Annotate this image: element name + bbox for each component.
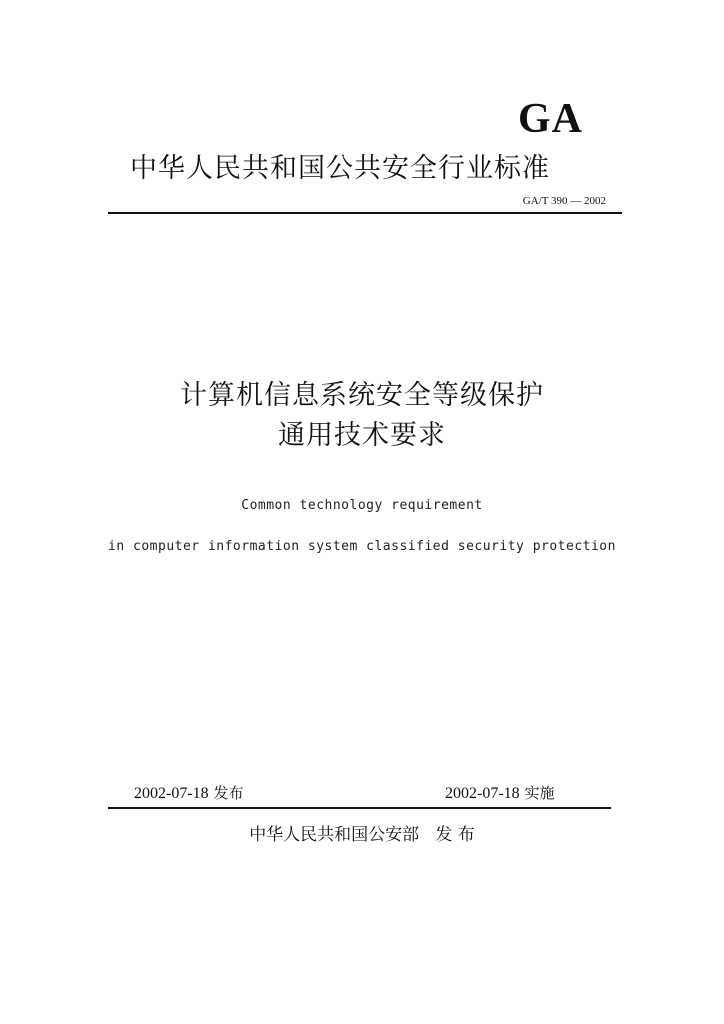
ga-logo: GA [518,96,583,142]
standard-number: GA/T 390 — 2002 [522,195,606,207]
issuer-block [0,824,724,846]
issuer-name: 中华人民共和国公安部 [249,825,420,845]
header-divider [108,212,622,214]
implement-label: 实施 [524,784,555,802]
standard-title: 中华人民共和国公共安全行业标准 [130,153,550,184]
english-title-line-2: in computer information system classified security protection [108,539,616,554]
issue-date-block [134,783,243,804]
issuer-label: 发 布 [435,825,475,845]
document-title-line-2: 通用技术要求 [278,420,446,451]
english-title-line-1: Common technology requirement [241,498,483,513]
implement-date: 2002-07-18 [445,785,520,802]
issue-label: 发布 [213,784,244,802]
footer-divider [108,807,611,809]
implement-date-block [445,783,554,804]
document-title-line-1: 计算机信息系统安全等级保护 [180,380,544,411]
issue-date: 2002-07-18 [134,785,209,802]
